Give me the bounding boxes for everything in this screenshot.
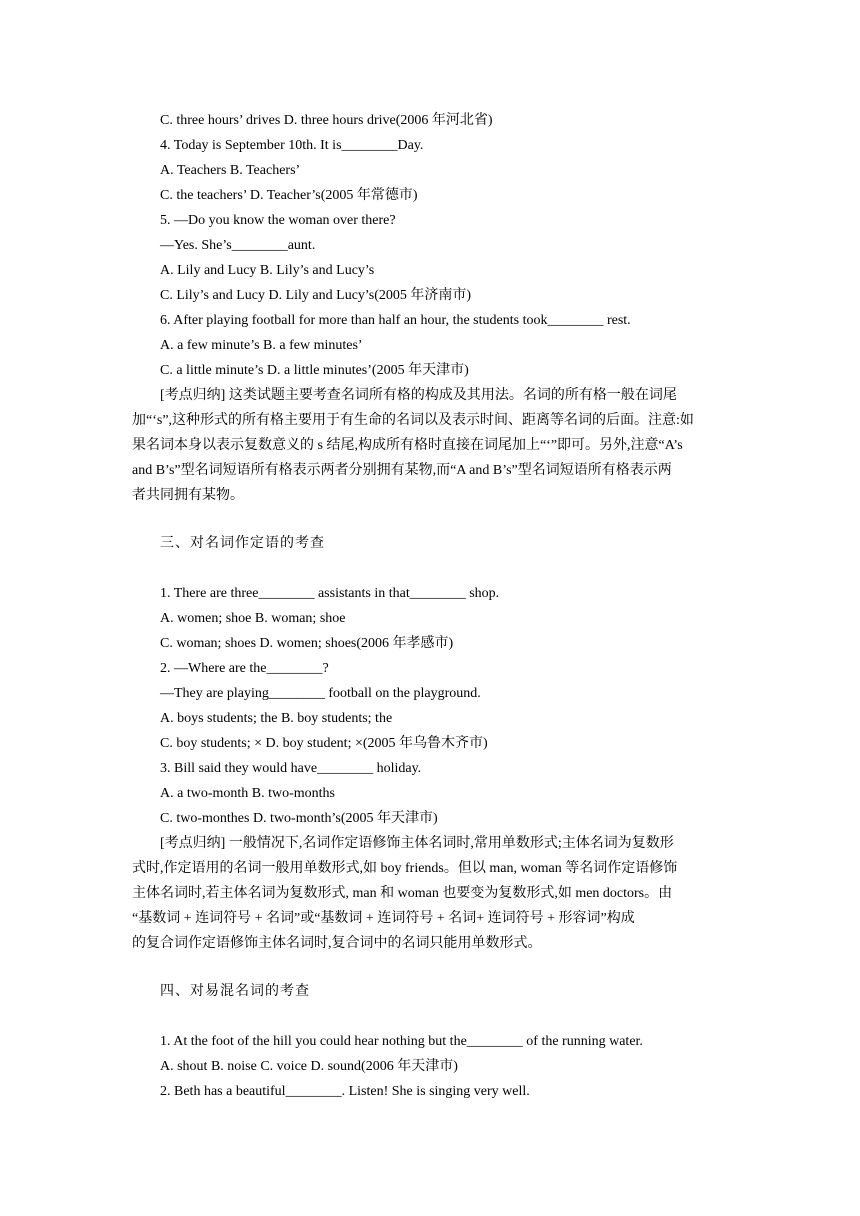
option-line: C. three hours’ drives D. three hours drive(2006 年河北省) xyxy=(160,113,493,128)
option-line: A. shout B. noise C. voice D. sound(2006 年天津市) xyxy=(160,1059,458,1074)
option-line: C. a little minute’s D. a little minutes’(2005 年天津市) xyxy=(160,363,469,378)
option-line: A. Lily and Lucy B. Lily’s and Lucy’s xyxy=(160,263,375,278)
summary-paragraph-possessive xyxy=(132,383,720,508)
question-block-noun-attributive xyxy=(160,581,720,831)
question-line: 2. —Where are the________? xyxy=(160,661,329,676)
option-line: C. two-monthes D. two-month’s(2005 年天津市) xyxy=(160,811,438,826)
option-line: C. woman; shoes D. women; shoes(2006 年孝感市) xyxy=(160,636,454,651)
document-page xyxy=(132,108,720,1104)
question-line: 4. Today is September 10th. It is________Day. xyxy=(160,138,424,153)
section-heading-4: 四、对易混名词的考查 xyxy=(160,984,310,999)
summary-paragraph-attributive xyxy=(132,831,720,956)
summary-line: 主体名词时,若主体名词为复数形式, man 和 woman 也要变为复数形式,如 men doctors。由 xyxy=(132,886,673,901)
option-line: A. boys students; the B. boy students; the xyxy=(160,711,393,726)
option-line: A. a few minute’s B. a few minutes’ xyxy=(160,338,363,353)
option-line: A. women; shoe B. woman; shoe xyxy=(160,611,346,626)
question-line: 1. At the foot of the hill you could hear nothing but the________ of the running water. xyxy=(160,1034,643,1049)
summary-line: [考点归纳] 一般情况下,名词作定语修饰主体名词时,常用单数形式;主体名词为复数形 xyxy=(160,836,674,851)
summary-line: and B’s”型名词短语所有格表示两者分别拥有某物,而“A and B’s”型名词短语所有格表示两 xyxy=(132,463,672,478)
question-block-confusing-nouns xyxy=(160,1029,720,1104)
question-line: 5. —Do you know the woman over there? xyxy=(160,213,396,228)
summary-line: 加“‘s”,这种形式的所有格主要用于有生命的名词以及表示时间、距离等名词的后面。注意:如 xyxy=(132,413,694,428)
section-heading-3: 三、对名词作定语的考查 xyxy=(160,536,325,551)
question-line: 3. Bill said they would have________ holiday. xyxy=(160,761,422,776)
summary-line: 的复合词作定语修饰主体名词时,复合词中的名词只能用单数形式。 xyxy=(132,936,542,951)
summary-line: [考点归纳] 这类试题主要考查名词所有格的构成及其用法。名词的所有格一般在词尾 xyxy=(160,388,677,403)
summary-line: 者共同拥有某物。 xyxy=(132,488,244,503)
summary-line: “基数词 + 连词符号 + 名词”或“基数词 + 连词符号 + 名词+ 连词符号 + 形容词”构成 xyxy=(132,911,635,926)
question-line: 6. After playing football for more than half an hour, the students took________ rest. xyxy=(160,313,631,328)
question-line: 2. Beth has a beautiful________. Listen! She is singing very well. xyxy=(160,1084,530,1099)
option-line: A. Teachers B. Teachers’ xyxy=(160,163,301,178)
option-line: C. the teachers’ D. Teacher’s(2005 年常德市) xyxy=(160,188,418,203)
question-line: 1. There are three________ assistants in that________ shop. xyxy=(160,586,500,601)
option-line: A. a two-month B. two-months xyxy=(160,786,335,801)
summary-line: 果名词本身以表示复数意义的 s 结尾,构成所有格时直接在词尾加上“‘”即可。另外,注意“A’s xyxy=(132,438,683,453)
question-block-possessive xyxy=(160,108,720,383)
question-line: —They are playing________ football on the playground. xyxy=(160,686,481,701)
question-line: —Yes. She’s________aunt. xyxy=(160,238,316,253)
summary-line: 式时,作定语用的名词一般用单数形式,如 boy friends。但以 man, woman 等名词作定语修饰 xyxy=(132,861,678,876)
option-line: C. boy students; × D. boy student; ×(2005 年乌鲁木齐市) xyxy=(160,736,488,751)
option-line: C. Lily’s and Lucy D. Lily and Lucy’s(2005 年济南市) xyxy=(160,288,472,303)
